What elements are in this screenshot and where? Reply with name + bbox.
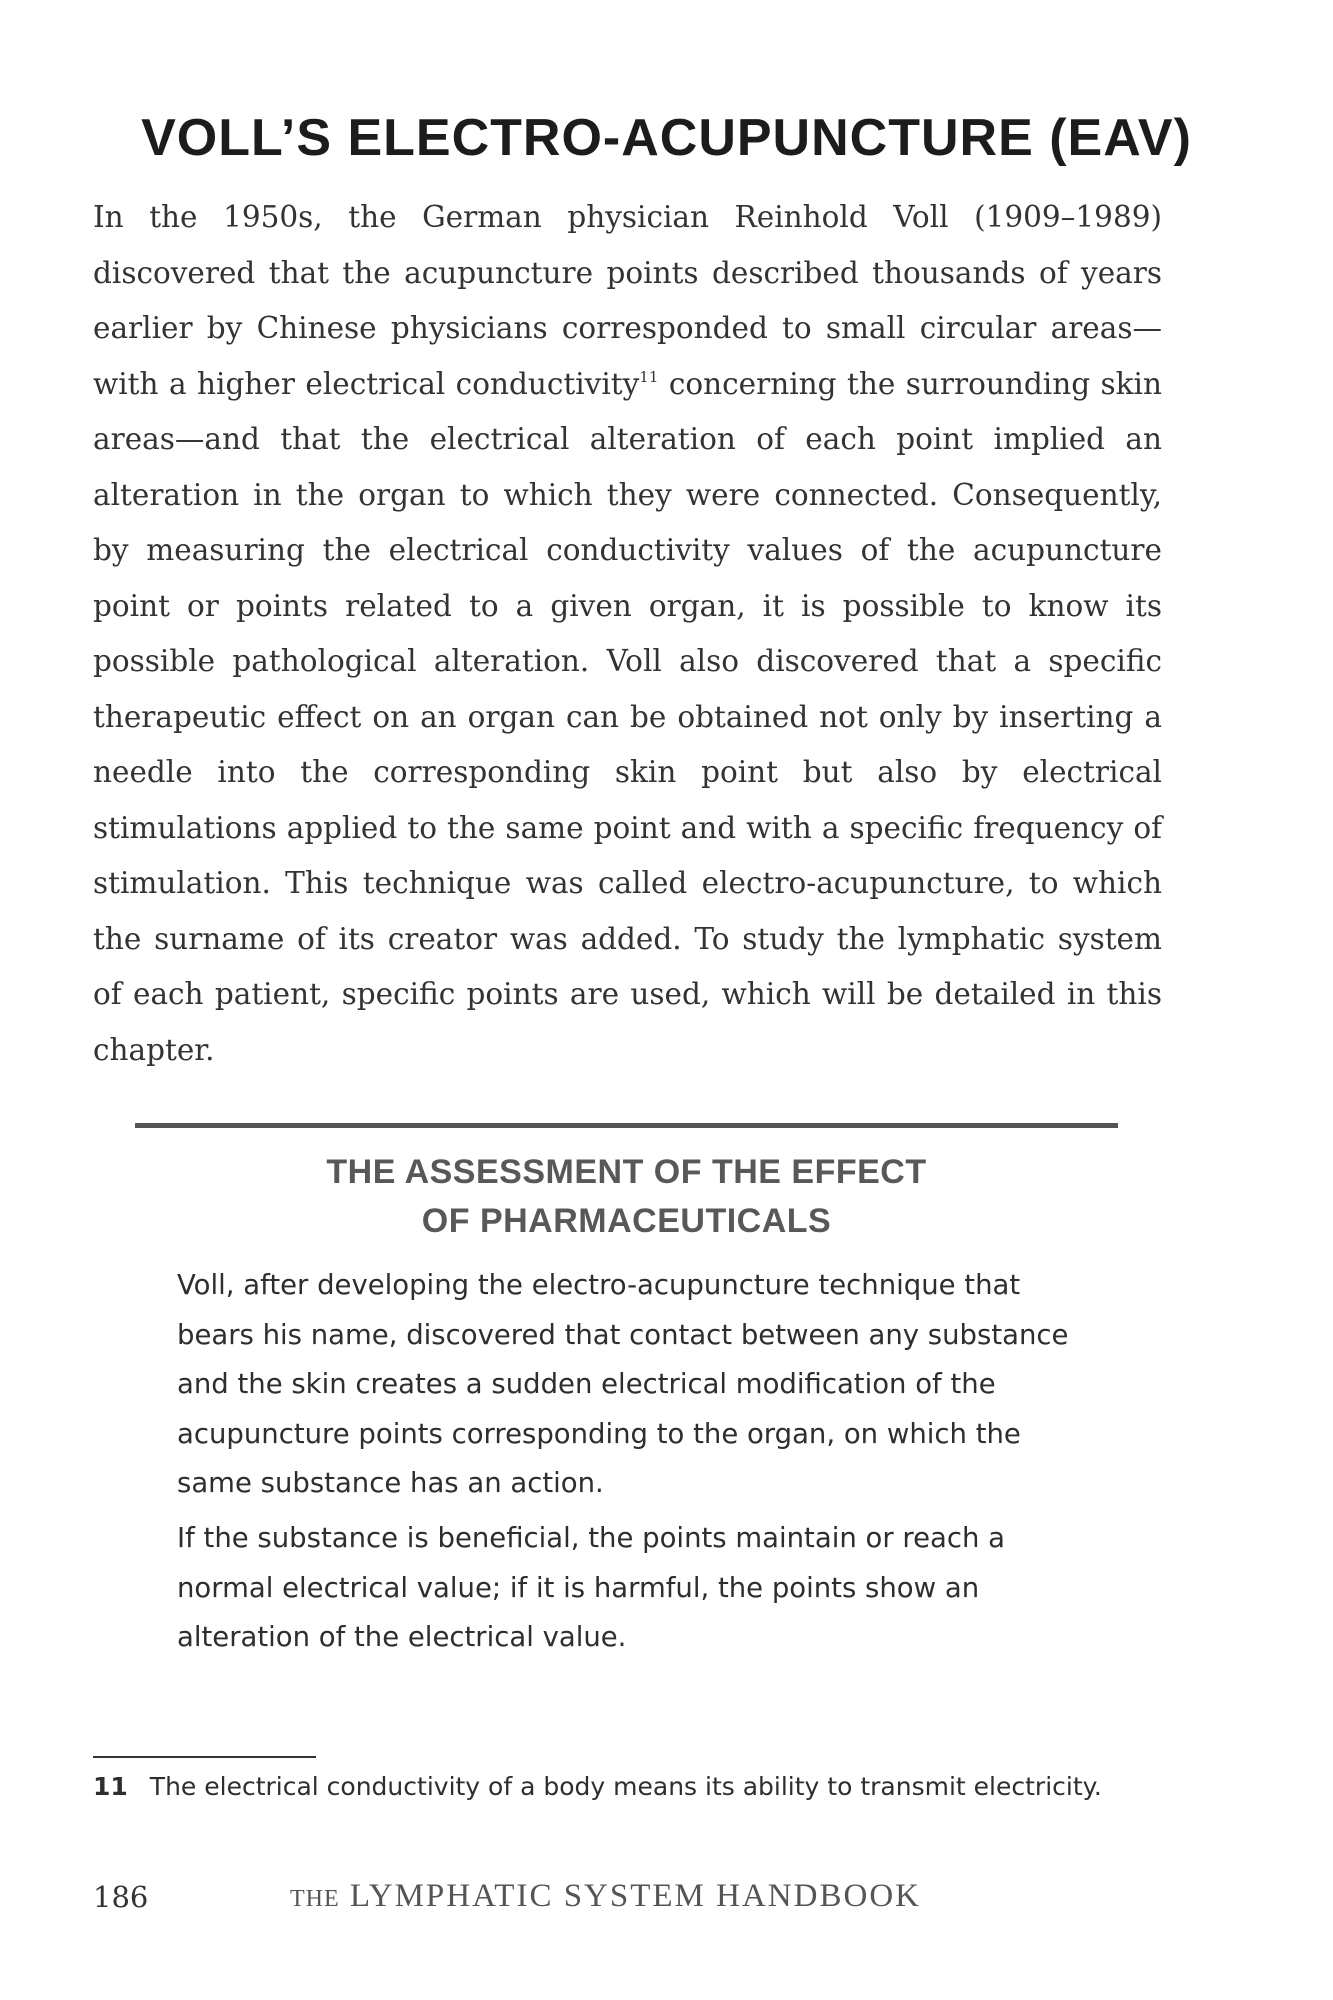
body-paragraph xyxy=(93,190,1162,1078)
sidebar-top-rule xyxy=(135,1123,1118,1128)
running-head xyxy=(290,1878,921,1915)
chapter-title: VOLL’S ELECTRO-ACUPUNCTURE (EAV) xyxy=(141,109,1192,167)
running-head-title: LYMPHATIC SYSTEM HANDBOOK xyxy=(349,1878,921,1914)
sidebar-paragraph-1: Voll, after developing the electro-acupuncture technique that bears his name, discovered that contact between any substance and the skin creates a sudden electrical modification of the acupuncture points corresponding to the organ, on which the same substance has an action. xyxy=(177,1269,1069,1499)
footnote-text: The electrical conductivity of a body means its ability to transmit electricity. xyxy=(149,1772,1102,1801)
footnote-number: 11 xyxy=(93,1772,128,1801)
page-number: 186 xyxy=(93,1880,149,1914)
sidebar-title-line-1: THE ASSESSMENT OF THE EFFECT xyxy=(326,1153,927,1191)
footnote xyxy=(93,1765,1128,1809)
sidebar-title-line-2: OF PHARMACEUTICALS xyxy=(421,1202,832,1240)
running-head-prefix: THE xyxy=(290,1886,340,1912)
footnote-rule xyxy=(93,1756,316,1758)
body-text-part-2: concerning the surrounding skin areas—and that the electrical alteration of each point implied an alteration in the organ to which they were connected. Consequently, by measuring the electrical conductivity values of the acupuncture point or points related to a given organ, it is possible to know its possible pathological alteration. Voll also discovered that a specific therapeutic effect on an organ can be obtained not only by inserting a needle into the corresponding skin point but also by electrical stimulations applied to the same point and with a specific frequency of stimulation. This technique was called electro-acupuncture, to which the surname of its creator was added. To study the lymphatic system of each patient, specific points are used, which will be detailed in this chapter. xyxy=(93,366,1162,1067)
footnote-reference[interactable]: 11 xyxy=(639,367,659,386)
sidebar-title xyxy=(135,1148,1118,1246)
sidebar-paragraph-2: If the substance is beneficial, the points maintain or reach a normal electrical value; if it is harmful, the points show an alteration of the electrical value. xyxy=(177,1522,1005,1653)
body-text-part-1: In the 1950s, the German physician Reinhold Voll (1909–1989) discovered that the acupuncture points described thousands of years earlier by Chinese physicians corresponded to small circular areas—with a higher electrical conductivity xyxy=(93,200,1162,401)
